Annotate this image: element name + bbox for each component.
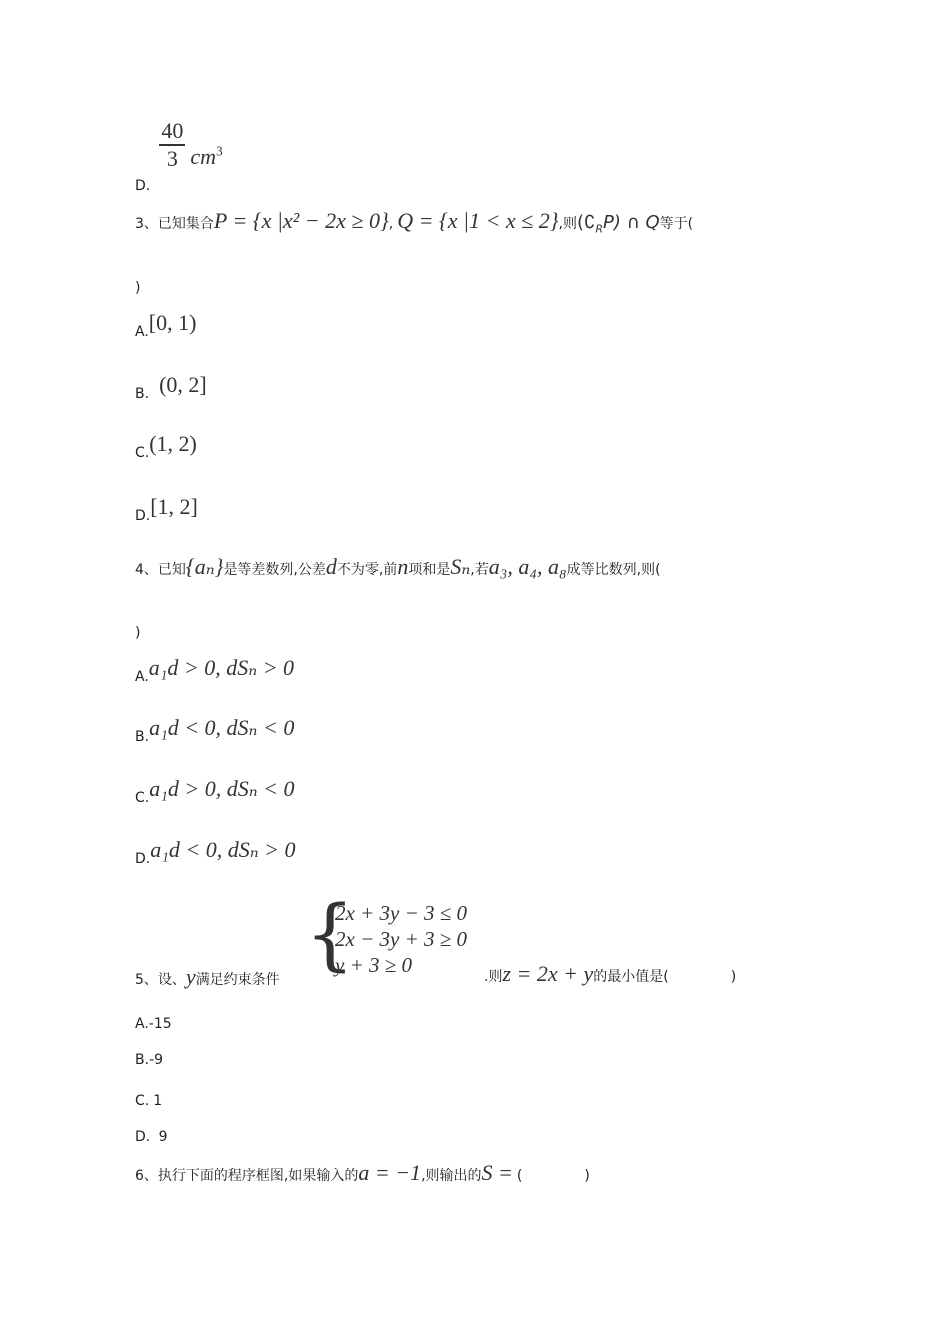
q6-text-2: ( [516, 1168, 523, 1184]
constraint-1: 2x + 3y − 3 ≤ 0 [335, 901, 468, 925]
fraction [159, 118, 185, 172]
unit-text: cm [190, 144, 217, 170]
q4-stem [135, 554, 661, 580]
option-label: D. [135, 508, 151, 524]
q6-stem [135, 1160, 590, 1186]
q3-close: ) [135, 280, 141, 296]
q5-text-3: 的最小值是( [593, 969, 669, 985]
a-expression: a = −1 [358, 1160, 422, 1185]
q5-stem-right [484, 961, 736, 987]
option-label: D. [135, 1129, 151, 1145]
q4-text-5: 成等比数列,则( [566, 562, 661, 578]
option-value: [1, 2] [150, 494, 198, 519]
set-q: Q = {x |1 < x ≤ 2} [397, 208, 559, 233]
q5-prefix: 5、设、 [135, 972, 186, 988]
q6-text-3: ) [584, 1168, 590, 1184]
left-brace-icon: { [305, 890, 355, 980]
q5-option-d [135, 1129, 168, 1145]
q4-prefix: 4、已知 [135, 562, 186, 578]
y-var: y [185, 964, 196, 989]
option-label: C. [135, 1093, 150, 1109]
q3-sep: , [388, 216, 394, 232]
q6-text-1: ,则输出的 [421, 1168, 482, 1184]
q4-option-b [135, 715, 295, 745]
q4-option-c [135, 776, 295, 806]
complement-open: (∁ [577, 212, 596, 233]
constraint-3: y + 3 ≥ 0 [335, 953, 413, 977]
option-value: 1 [153, 1093, 163, 1109]
complement-rest: P) ∩ Q [603, 212, 660, 233]
q4-text-1: 是等差数列,公差 [223, 562, 326, 578]
sum-sn: Sₙ [450, 554, 471, 579]
q5-stem-left [135, 964, 280, 990]
q5-text-2: .则 [484, 969, 503, 985]
option-value: a₁d > 0, dSₙ < 0 [149, 776, 295, 801]
option-label: A. [135, 669, 149, 685]
option-value: a₁d < 0, dSₙ < 0 [149, 715, 295, 740]
q4-option-d [135, 837, 296, 867]
terms: a₃, a₄, a₈ [488, 554, 567, 579]
q3-option-a [135, 310, 197, 340]
q5-constraints [335, 900, 467, 978]
q5-text-1: 满足约束条件 [195, 972, 280, 988]
option-value: [0, 1) [148, 310, 197, 335]
q3-mid: ,则 [558, 216, 577, 232]
q4-text-4: ,若 [470, 562, 489, 578]
option-label: B. [135, 386, 150, 402]
q5-option-c [135, 1093, 162, 1109]
q5-option-b [135, 1052, 163, 1068]
option-value: (0, 2] [159, 372, 207, 397]
fraction-expression [159, 118, 185, 172]
option-value: a₁d > 0, dSₙ > 0 [148, 655, 295, 680]
fraction-numerator: 40 [159, 118, 185, 146]
q4-close: ) [135, 625, 141, 641]
q3-option-d [135, 494, 198, 524]
fraction-denominator: 3 [166, 146, 178, 171]
option-value: -15 [148, 1016, 172, 1032]
option-label: A. [135, 1016, 149, 1032]
z-expression: z = 2x + y [502, 961, 594, 986]
complement-expr [577, 212, 660, 236]
q3-option-c [135, 431, 197, 461]
option-label: A. [135, 324, 149, 340]
option-value: (1, 2) [149, 431, 197, 456]
n-var: n [397, 554, 409, 579]
option-value: -9 [149, 1052, 164, 1068]
q4-option-a [135, 655, 295, 685]
option-value: 9 [154, 1129, 168, 1145]
q4-text-3: 项和是 [408, 562, 451, 578]
set-p: P = {x |x² − 2x ≥ 0} [213, 208, 389, 233]
q5-text-4: ) [730, 969, 737, 985]
s-expression: S = [481, 1160, 513, 1185]
option-label: D. [135, 851, 151, 867]
option-label: B. [135, 729, 150, 745]
q5-option-a [135, 1016, 172, 1032]
q3-prefix: 3、已知集合 [135, 216, 214, 232]
q4-text-2: 不为零,前 [336, 562, 398, 578]
complement-subscript: R [595, 222, 603, 236]
option-label: B. [135, 1052, 150, 1068]
q2-option-d [135, 118, 223, 195]
q3-stem [135, 208, 693, 236]
option-label: C. [135, 790, 150, 806]
unit-exponent: 3 [216, 143, 223, 159]
common-difference: d [325, 554, 337, 579]
option-label: C. [135, 445, 150, 461]
q3-suffix: 等于( [659, 216, 694, 232]
option-value: a₁d < 0, dSₙ > 0 [150, 837, 296, 862]
q3-option-b [135, 372, 207, 402]
constraint-2: 2x − 3y + 3 ≥ 0 [335, 927, 468, 951]
unit [190, 144, 222, 169]
sequence: {aₙ} [185, 554, 224, 579]
option-label: D. [135, 178, 151, 195]
q6-prefix: 6、执行下面的程序框图,如果输入的 [135, 1168, 359, 1184]
